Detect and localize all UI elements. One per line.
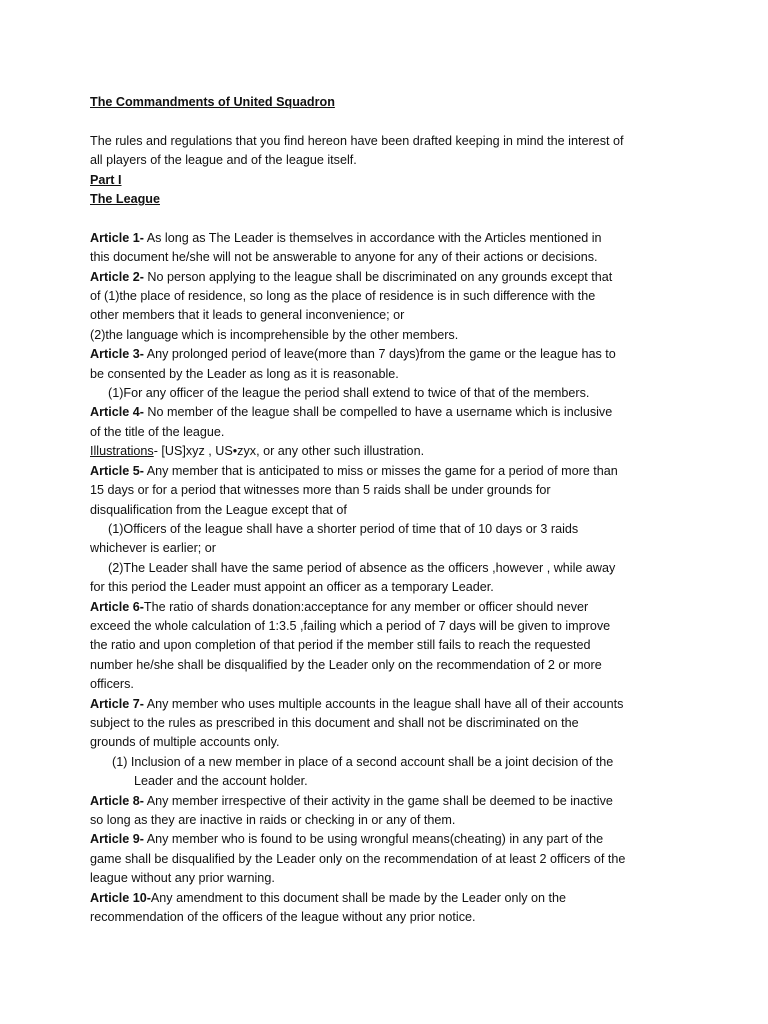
article-text: league without any prior warning. <box>90 871 275 886</box>
article-text: Any member who is found to be using wrongful means(cheating) in any part of the <box>143 832 604 847</box>
article-text: of (1)the place of residence, so long as the place of residence is in such difference with the <box>90 289 596 304</box>
article-text: grounds of multiple accounts only. <box>90 735 280 750</box>
illustrations-text: - [US]xyz , US•zyx, or any other such illustration. <box>153 444 425 459</box>
article-1 <box>90 229 690 248</box>
article-label: Article 4- <box>90 405 144 420</box>
article-text: Any member that is anticipated to miss or misses the game for a period of more than <box>143 463 618 478</box>
article-text: Any amendment to this document shall be made by the Leader only on the <box>150 890 567 905</box>
article-label: Article 7- <box>90 696 144 711</box>
article-label: Article 5- <box>90 463 144 478</box>
article-text: As long as The Leader is themselves in accordance with the Articles mentioned in <box>143 230 602 245</box>
article-10 <box>90 889 690 908</box>
article-text: The ratio of shards donation:acceptance for any member or officer should never <box>143 599 589 614</box>
article-text: the ratio and upon completion of that period if the member still fails to reach the requested <box>90 638 591 653</box>
article-2 <box>90 268 690 287</box>
article-text: Any member irrespective of their activity in the game shall be deemed to be inactive <box>143 793 613 808</box>
article-label: Article 6- <box>90 599 144 614</box>
article-7 <box>90 695 690 714</box>
article-text: 15 days or for a period that witnesses more than 5 raids shall be under grounds for <box>90 483 551 498</box>
article-text: Any member who uses multiple accounts in the league shall have all of their accounts <box>143 696 624 711</box>
article-3 <box>90 345 690 364</box>
article-clause: (1) Inclusion of a new member in place of a second account shall be a joint decision of the <box>112 754 614 769</box>
article-text: be consented by the Leader as long as it is reasonable. <box>90 366 399 381</box>
spacer <box>90 209 690 228</box>
intro-line-2: all players of the league and of the league itself. <box>90 153 357 168</box>
illustrations-label: Illustrations <box>90 444 154 459</box>
article-clause: (2)The Leader shall have the same period of absence as the officers ,however , while away <box>108 560 616 575</box>
article-text: game shall be disqualified by the Leader only on the recommendation of at least 2 officers of the <box>90 851 626 866</box>
article-label: Article 3- <box>90 347 144 362</box>
article-text: for this period the Leader must appoint an officer as a temporary Leader. <box>90 580 494 595</box>
article-5 <box>90 462 690 481</box>
article-6 <box>90 598 690 617</box>
article-8 <box>90 792 690 811</box>
article-text: officers. <box>90 677 134 692</box>
article-4 <box>90 403 690 422</box>
article-label: Article 10- <box>90 890 151 905</box>
article-text: Any prolonged period of leave(more than 7 days)from the game or the league has to <box>143 347 616 362</box>
article-text: exceed the whole calculation of 1:3.5 ,failing which a period of 7 days will be given to improve <box>90 618 611 633</box>
article-label: Article 1- <box>90 230 144 245</box>
article-clause: (1)For any officer of the league the period shall extend to twice of that of the members. <box>108 386 590 401</box>
article-text: (2)the language which is incomprehensible by the other members. <box>90 327 459 342</box>
article-label: Article 8- <box>90 793 144 808</box>
article-text: of the title of the league. <box>90 424 225 439</box>
article-clause: (1)Officers of the league shall have a shorter period of time that of 10 days or 3 raids <box>108 521 579 536</box>
intro-line-1: The rules and regulations that you find hereon have been drafted keeping in mind the interest of <box>90 133 624 148</box>
article-clause: Leader and the account holder. <box>134 774 308 789</box>
article-text: number he/she shall be disqualified by the Leader only on the recommendation of 2 or more <box>90 657 602 672</box>
spacer <box>90 112 690 131</box>
article-text: so long as they are inactive in raids or checking in or any of them. <box>90 813 456 827</box>
article-9 <box>90 830 690 849</box>
article-text: disqualification from the League except that of <box>90 502 347 517</box>
document-title: The Commandments of United Squadron <box>90 95 335 109</box>
section-heading: The League <box>90 192 160 207</box>
article-text: this document he/she will not be answerable to anyone for any of their actions or decisions. <box>90 250 598 265</box>
article-text: other members that it leads to general inconvenience; or <box>90 308 405 323</box>
article-label: Article 9- <box>90 832 144 847</box>
document-page <box>90 93 690 927</box>
article-text: No person applying to the league shall be discriminated on any grounds except that <box>143 269 613 284</box>
article-text: whichever is earlier; or <box>90 541 216 556</box>
article-text: subject to the rules as prescribed in this document and shall not be discriminated on the <box>90 715 579 730</box>
part-heading: Part I <box>90 172 122 187</box>
illustrations-line <box>90 442 690 461</box>
article-text: recommendation of the officers of the league without any prior notice. <box>90 910 476 925</box>
article-label: Article 2- <box>90 269 144 284</box>
article-text: No member of the league shall be compelled to have a username which is inclusive <box>143 405 613 420</box>
